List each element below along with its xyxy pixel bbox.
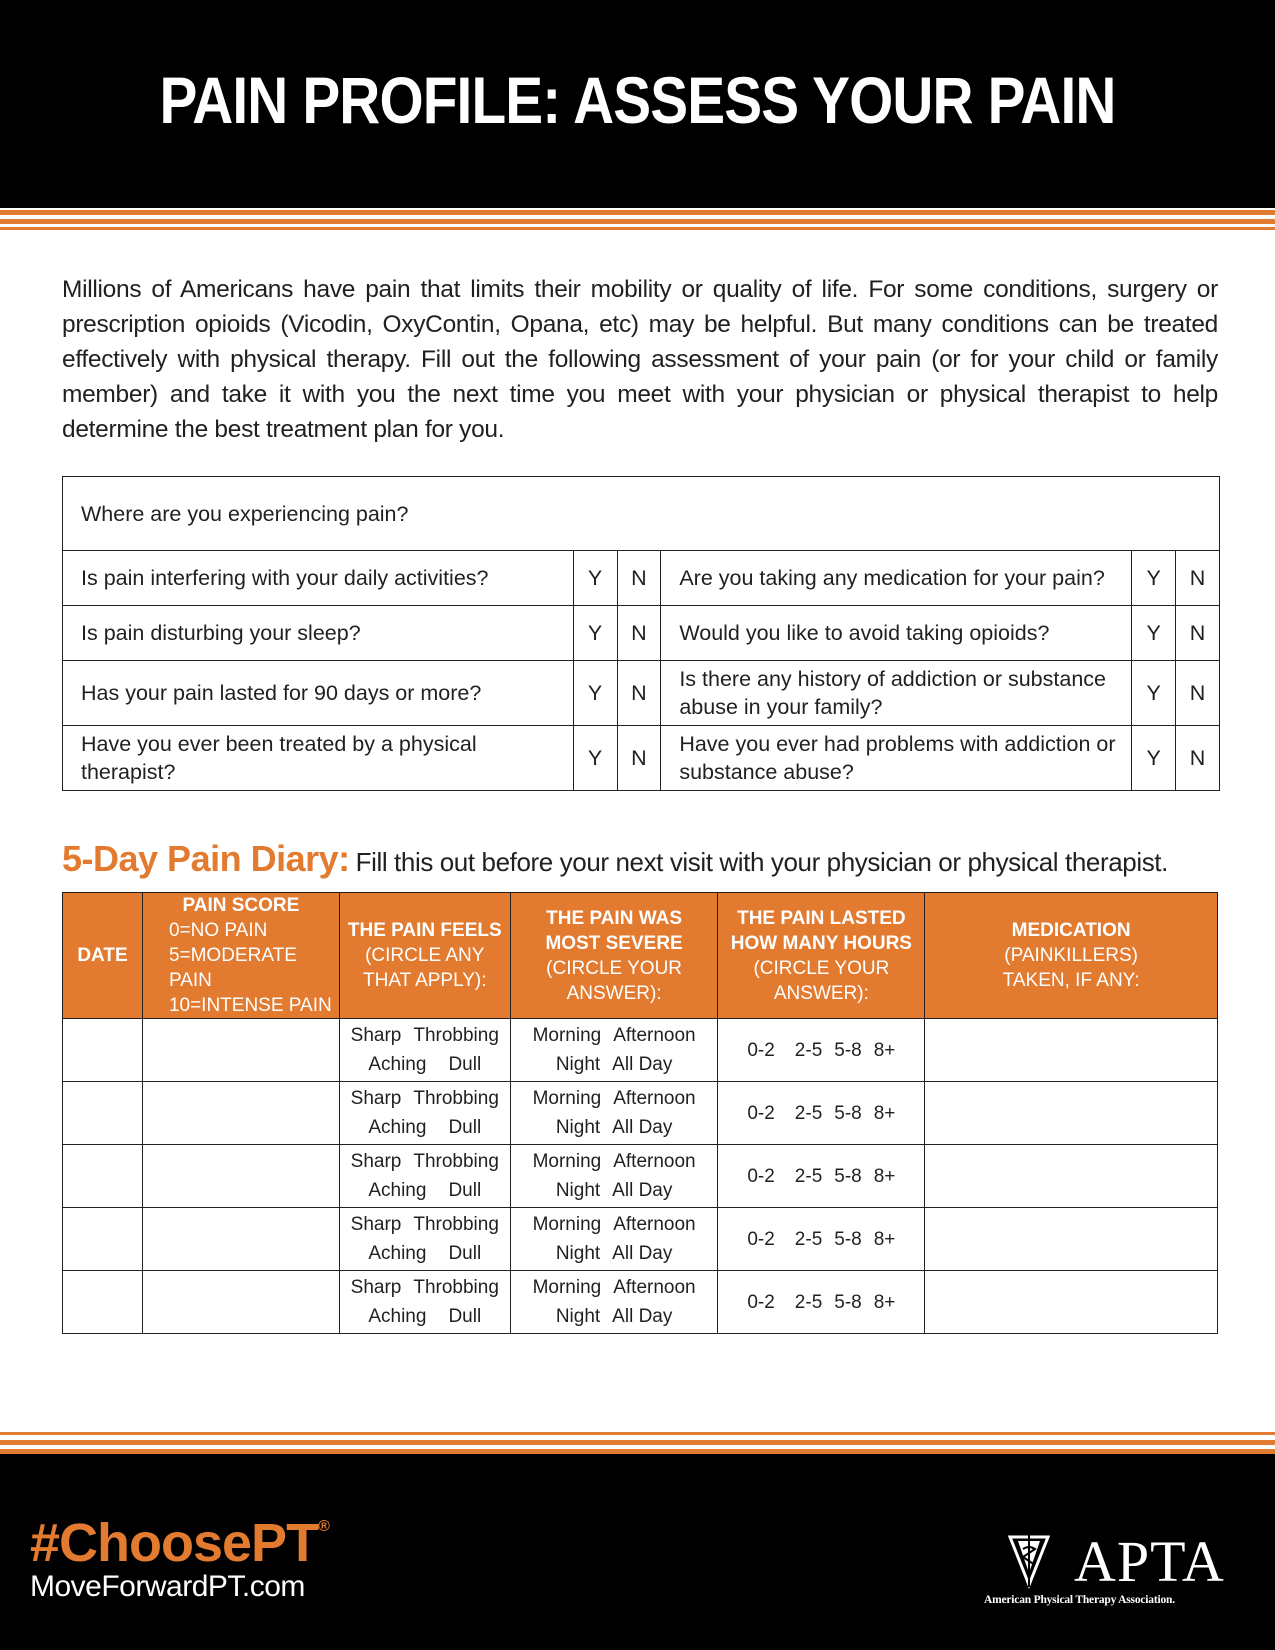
medication-cell[interactable]: [925, 1082, 1218, 1145]
diary-subtitle: Fill this out before your next visit with your physician or physical therapist.: [355, 847, 1168, 877]
option-dull[interactable]: Dull: [448, 1180, 482, 1201]
option-sharp[interactable]: Sharp: [350, 1151, 402, 1172]
option-hours-3[interactable]: 8+: [873, 1039, 896, 1061]
option-night[interactable]: Night: [555, 1180, 601, 1201]
option-sharp[interactable]: Sharp: [350, 1088, 402, 1109]
option-hours-3[interactable]: 8+: [873, 1228, 896, 1250]
most-severe-cell: [510, 1271, 718, 1334]
pain-score-cell[interactable]: [142, 1208, 339, 1271]
option-dull[interactable]: Dull: [448, 1054, 482, 1075]
option-throbbing[interactable]: Throbbing: [413, 1025, 499, 1046]
option-dull[interactable]: Dull: [448, 1243, 482, 1264]
date-cell[interactable]: [63, 1082, 143, 1145]
option-hours-1[interactable]: 2-5: [794, 1291, 823, 1313]
pain-score-cell[interactable]: [142, 1082, 339, 1145]
option-morning[interactable]: Morning: [532, 1151, 602, 1172]
option-all-day[interactable]: All Day: [612, 1054, 673, 1075]
apta-logo-text: APTA: [1074, 1529, 1225, 1594]
diary-row: [63, 1208, 1218, 1271]
header-pain-feels: THE PAIN FEELS (CIRCLE ANY THAT APPLY):: [339, 893, 510, 1019]
option-afternoon[interactable]: Afternoon: [613, 1214, 696, 1235]
option-aching[interactable]: Aching: [368, 1180, 427, 1201]
option-all-day[interactable]: All Day: [612, 1243, 673, 1264]
header-most-severe: THE PAIN WAS MOST SEVERE (CIRCLE YOUR ANSWER):: [510, 893, 718, 1019]
option-hours-3[interactable]: 8+: [873, 1291, 896, 1313]
option-night[interactable]: Night: [555, 1054, 601, 1075]
diary-row: [63, 1019, 1218, 1082]
option-night[interactable]: Night: [555, 1117, 601, 1138]
pain-location-label: Where are you experiencing pain?: [81, 501, 409, 526]
answer-yes[interactable]: Y: [573, 606, 617, 661]
answer-no[interactable]: N: [617, 606, 661, 661]
option-dull[interactable]: Dull: [448, 1117, 482, 1138]
option-hours-0[interactable]: 0-2: [747, 1228, 775, 1250]
header-pain-score: PAIN SCORE 0=NO PAIN 5=MODERATE PAIN 10=INTENSE PAIN: [142, 893, 339, 1019]
most-severe-cell: [510, 1145, 718, 1208]
option-aching[interactable]: Aching: [368, 1054, 427, 1075]
hashtag-text: #ChoosePT®: [30, 1513, 329, 1573]
option-throbbing[interactable]: Throbbing: [413, 1151, 499, 1172]
answer-yes[interactable]: Y: [573, 726, 617, 791]
question-row: [63, 551, 1220, 606]
diary-row: [63, 1145, 1218, 1208]
option-hours-3[interactable]: 8+: [873, 1102, 896, 1124]
question-right: Have you ever had problems with addiction or substance abuse?: [661, 726, 1132, 791]
option-afternoon[interactable]: Afternoon: [613, 1151, 696, 1172]
date-cell[interactable]: [63, 1271, 143, 1334]
option-hours-3[interactable]: 8+: [873, 1165, 896, 1187]
pain-feels-cell: [339, 1019, 510, 1082]
answer-yes[interactable]: Y: [573, 551, 617, 606]
question-row: [63, 726, 1220, 791]
option-aching[interactable]: Aching: [368, 1306, 427, 1327]
answer-no[interactable]: N: [617, 551, 661, 606]
question-right: Would you like to avoid taking opioids?: [661, 606, 1132, 661]
option-sharp[interactable]: Sharp: [350, 1214, 402, 1235]
option-sharp[interactable]: Sharp: [350, 1025, 402, 1046]
date-cell[interactable]: [63, 1019, 143, 1082]
diary-heading: [62, 838, 1168, 880]
date-cell[interactable]: [63, 1145, 143, 1208]
answer-no[interactable]: N: [1176, 551, 1220, 606]
option-hours-2[interactable]: 5-8: [834, 1039, 862, 1061]
option-morning[interactable]: Morning: [532, 1088, 602, 1109]
question-left: Is pain interfering with your daily activities?: [63, 551, 574, 606]
question-row: [63, 661, 1220, 726]
option-morning[interactable]: Morning: [532, 1025, 602, 1046]
medication-cell[interactable]: [925, 1271, 1218, 1334]
most-severe-cell: [510, 1019, 718, 1082]
answer-no[interactable]: N: [1176, 661, 1220, 726]
option-morning[interactable]: Morning: [532, 1214, 602, 1235]
answer-no[interactable]: N: [1176, 606, 1220, 661]
apta-logo-subtitle: American Physical Therapy Association.: [984, 1594, 1175, 1606]
option-hours-1[interactable]: 2-5: [794, 1039, 823, 1061]
option-dull[interactable]: Dull: [448, 1306, 482, 1327]
answer-yes[interactable]: Y: [1132, 551, 1176, 606]
diary-row: [63, 1082, 1218, 1145]
option-hours-0[interactable]: 0-2: [747, 1291, 775, 1313]
hours-cell: [718, 1271, 925, 1334]
option-afternoon[interactable]: Afternoon: [613, 1025, 696, 1046]
option-sharp[interactable]: Sharp: [350, 1277, 402, 1298]
header-pain-lasted: THE PAIN LASTED HOW MANY HOURS (CIRCLE YOUR ANSWER):: [718, 893, 925, 1019]
option-hours-1[interactable]: 2-5: [794, 1165, 823, 1187]
medication-cell[interactable]: [925, 1208, 1218, 1271]
medication-cell[interactable]: [925, 1145, 1218, 1208]
answer-yes[interactable]: Y: [1132, 661, 1176, 726]
most-severe-cell: [510, 1082, 718, 1145]
option-hours-2[interactable]: 5-8: [834, 1228, 862, 1250]
question-right: Is there any history of addiction or substance abuse in your family?: [661, 661, 1132, 726]
pain-feels-cell: [339, 1208, 510, 1271]
option-morning[interactable]: Morning: [532, 1277, 602, 1298]
option-hours-1[interactable]: 2-5: [794, 1102, 823, 1124]
option-hours-2[interactable]: 5-8: [834, 1165, 862, 1187]
option-afternoon[interactable]: Afternoon: [613, 1088, 696, 1109]
pain-score-cell[interactable]: [142, 1271, 339, 1334]
hours-cell: [718, 1019, 925, 1082]
option-hours-0[interactable]: 0-2: [747, 1102, 775, 1124]
option-throbbing[interactable]: Throbbing: [413, 1088, 499, 1109]
question-left: Is pain disturbing your sleep?: [63, 606, 574, 661]
diary-row: [63, 1271, 1218, 1334]
option-hours-0[interactable]: 0-2: [747, 1039, 775, 1061]
option-hours-0[interactable]: 0-2: [747, 1165, 775, 1187]
option-night[interactable]: Night: [555, 1306, 601, 1327]
hours-cell: [718, 1145, 925, 1208]
intro-paragraph: Millions of Americans have pain that limits their mobility or quality of life. For some conditions, surgery or prescription opioids (Vicodin, OxyContin, Opana, etc) may be helpful. But many conditions can be treated effectively with physical therapy. Fill out the following assessment of your pain (or for your child or family member) and take it with you the next time you meet with your physician or physical therapist to help determine the best treatment plan for you.: [62, 276, 1218, 443]
hours-cell: [718, 1082, 925, 1145]
option-aching[interactable]: Aching: [368, 1243, 427, 1264]
answer-no[interactable]: N: [617, 661, 661, 726]
option-hours-2[interactable]: 5-8: [834, 1291, 862, 1313]
pain-feels-cell: [339, 1271, 510, 1334]
date-cell[interactable]: [63, 1208, 143, 1271]
answer-no[interactable]: N: [1176, 726, 1220, 791]
header-date: DATE: [63, 893, 143, 1019]
answer-yes[interactable]: Y: [573, 661, 617, 726]
answer-yes[interactable]: Y: [1132, 726, 1176, 791]
website-link[interactable]: MoveForwardPT.com: [30, 1570, 305, 1603]
option-hours-2[interactable]: 5-8: [834, 1102, 862, 1124]
pain-feels-cell: [339, 1145, 510, 1208]
pain-score-cell[interactable]: [142, 1019, 339, 1082]
pain-feels-cell: [339, 1082, 510, 1145]
option-night[interactable]: Night: [555, 1243, 601, 1264]
option-throbbing[interactable]: Throbbing: [413, 1214, 499, 1235]
medication-cell[interactable]: [925, 1019, 1218, 1082]
page-title: PAIN PROFILE: ASSESS YOUR PAIN: [159, 63, 1116, 137]
option-all-day[interactable]: All Day: [612, 1306, 673, 1327]
option-aching[interactable]: Aching: [368, 1117, 427, 1138]
option-afternoon[interactable]: Afternoon: [613, 1277, 696, 1298]
question-left: Have you ever been treated by a physical therapist?: [63, 726, 574, 791]
header-medication: MEDICATION (PAINKILLERS) TAKEN, IF ANY:: [925, 893, 1218, 1019]
pain-questionnaire: [62, 476, 1220, 791]
hours-cell: [718, 1208, 925, 1271]
question-left: Has your pain lasted for 90 days or more?: [63, 661, 574, 726]
question-right: Are you taking any medication for your pain?: [661, 551, 1132, 606]
option-hours-1[interactable]: 2-5: [794, 1228, 823, 1250]
pain-diary-table: [62, 892, 1218, 1334]
pain-score-cell[interactable]: [142, 1145, 339, 1208]
option-all-day[interactable]: All Day: [612, 1117, 673, 1138]
header-band: [0, 0, 1275, 208]
answer-no[interactable]: N: [617, 726, 661, 791]
question-row: [63, 606, 1220, 661]
option-all-day[interactable]: All Day: [612, 1180, 673, 1201]
answer-yes[interactable]: Y: [1132, 606, 1176, 661]
diary-title: 5-Day Pain Diary:: [62, 838, 350, 879]
option-throbbing[interactable]: Throbbing: [413, 1277, 499, 1298]
most-severe-cell: [510, 1208, 718, 1271]
pain-location-field[interactable]: [63, 477, 1220, 551]
